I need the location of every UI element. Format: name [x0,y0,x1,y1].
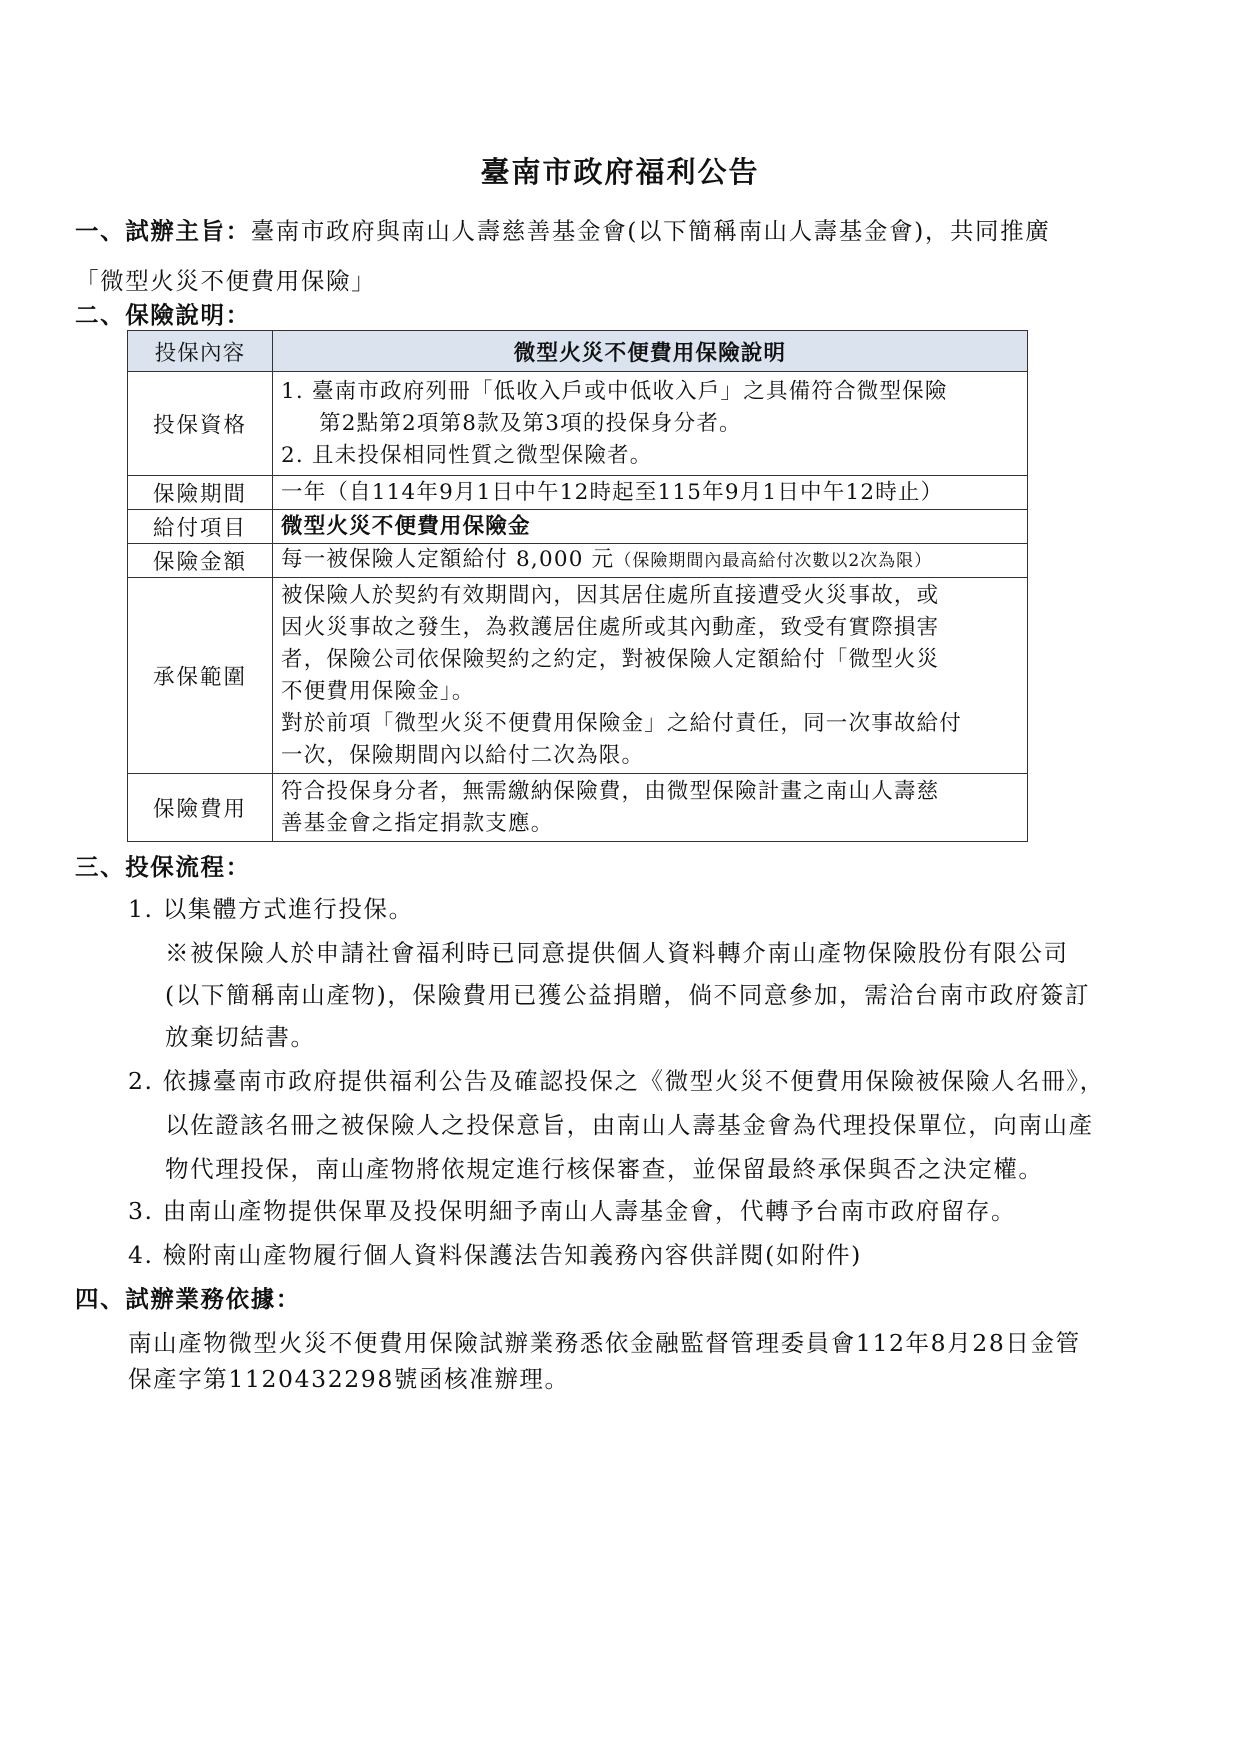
row-line: 因火災事故之發生，為救護居住處所或其內動產，致受有實際損害 [281,614,940,640]
table-header-left: 投保內容 [128,331,273,372]
row-key: 保險金額 [128,544,273,578]
row-key: 保險期間 [128,476,273,510]
row-value [273,774,1028,842]
row-line: 第2點第2項第8款及第3項的投保身分者。 [319,410,742,436]
section-1-heading: 一、試辦主旨： [75,217,251,245]
row-value [273,476,1028,510]
table-row [128,578,1028,774]
step-3: 3. 由南山產物提供保單及投保明細予南山人壽基金會，代轉予台南市政府留存。 [128,1197,1017,1225]
row-line: 一次，保險期間內以給付二次為限。 [281,742,645,768]
table-row [128,544,1028,578]
row-line: 2. 且未投保相同性質之微型保險者。 [281,442,653,468]
section-3-heading: 三、投保流程： [75,853,251,881]
table-row [128,372,1028,476]
row-key: 投保資格 [128,372,273,476]
step-1: 1. 以集體方式進行投保。 [128,895,414,923]
row-value [273,510,1028,544]
row-value [273,372,1028,476]
table-header-row [128,331,1028,372]
section-2-heading: 二、保險說明： [75,301,251,329]
row-key: 保險費用 [128,774,273,842]
row-value [273,578,1028,774]
row-line: 1. 臺南市政府列冊「低收入戶或中低收入戶」之具備符合微型保險 [281,378,948,404]
row-line: 不便費用保險金」。 [281,678,475,704]
section-1-line-2: 「微型火災不便費用保險」 [75,267,377,295]
step-1-note-line-2: (以下簡稱南山產物)，保險費用已獲公益捐贈，倘不同意參加，需洽台南市政府簽訂 [165,981,1091,1009]
amount-note: （保險期間內最高給付次數以2次為限） [614,551,933,571]
page-title: 臺南市政府福利公告 [480,155,760,189]
step-4: 4. 檢附南山產物履行個人資料保護法告知義務內容供詳閱(如附件) [128,1241,862,1269]
section-4-line-1: 南山產物微型火災不便費用保險試辦業務悉依金融監督管理委員會112年8月28日金管 [128,1329,1081,1357]
step-2-line-1: 2. 依據臺南市政府提供福利公告及確認投保之《微型火災不便費用保險被保險人名冊》， [128,1067,1105,1095]
row-line: 一年（自114年9月1日中午12時起至115年9月1日中午12時止） [281,479,944,505]
row-line: 對於前項「微型火災不便費用保險金」之給付責任，同一次事故給付 [281,710,963,736]
table-header-right: 微型火災不便費用保險說明 [273,331,1028,372]
section-4-heading: 四、試辦業務依據： [75,1285,301,1313]
row-line: 被保險人於契約有效期間內，因其居住處所直接遭受火災事故，或 [281,582,940,608]
amount-text: 每一被保險人定額給付 8,000 元 [281,547,615,572]
row-line: 者，保險公司依保險契約之約定，對被保險人定額給付「微型火災 [281,646,940,672]
table-row [128,510,1028,544]
table-row [128,774,1028,842]
section-1-text: 臺南市政府與南山人壽慈善基金會(以下簡稱南山人壽基金會)，共同推廣 [250,217,1051,245]
row-value [273,544,1028,578]
step-2-line-2: 以佐證該名冊之被保險人之投保意旨，由南山人壽基金會為代理投保單位，向南山產 [165,1111,1094,1139]
row-line: 符合投保身分者，無需繳納保險費，由微型保險計畫之南山人壽慈 [281,778,940,804]
step-1-note-line-3: 放棄切結書。 [165,1023,316,1051]
row-key: 給付項目 [128,510,273,544]
section-4-line-2: 保產字第1120432298號函核准辦理。 [128,1365,570,1393]
row-line: 微型火災不便費用保險金 [281,513,531,539]
section-1-line-1 [75,212,1050,246]
insurance-table [127,330,1028,842]
step-2-line-3: 物代理投保，南山產物將依規定進行核保審查，並保留最終承保與否之決定權。 [165,1155,1044,1183]
row-line: 善基金會之指定捐款支應。 [281,810,554,836]
row-key: 承保範圍 [128,578,273,774]
table-row [128,476,1028,510]
step-1-note-line-1: ※被保險人於申請社會福利時已同意提供個人資料轉介南山產物保險股份有限公司 [165,939,1069,967]
